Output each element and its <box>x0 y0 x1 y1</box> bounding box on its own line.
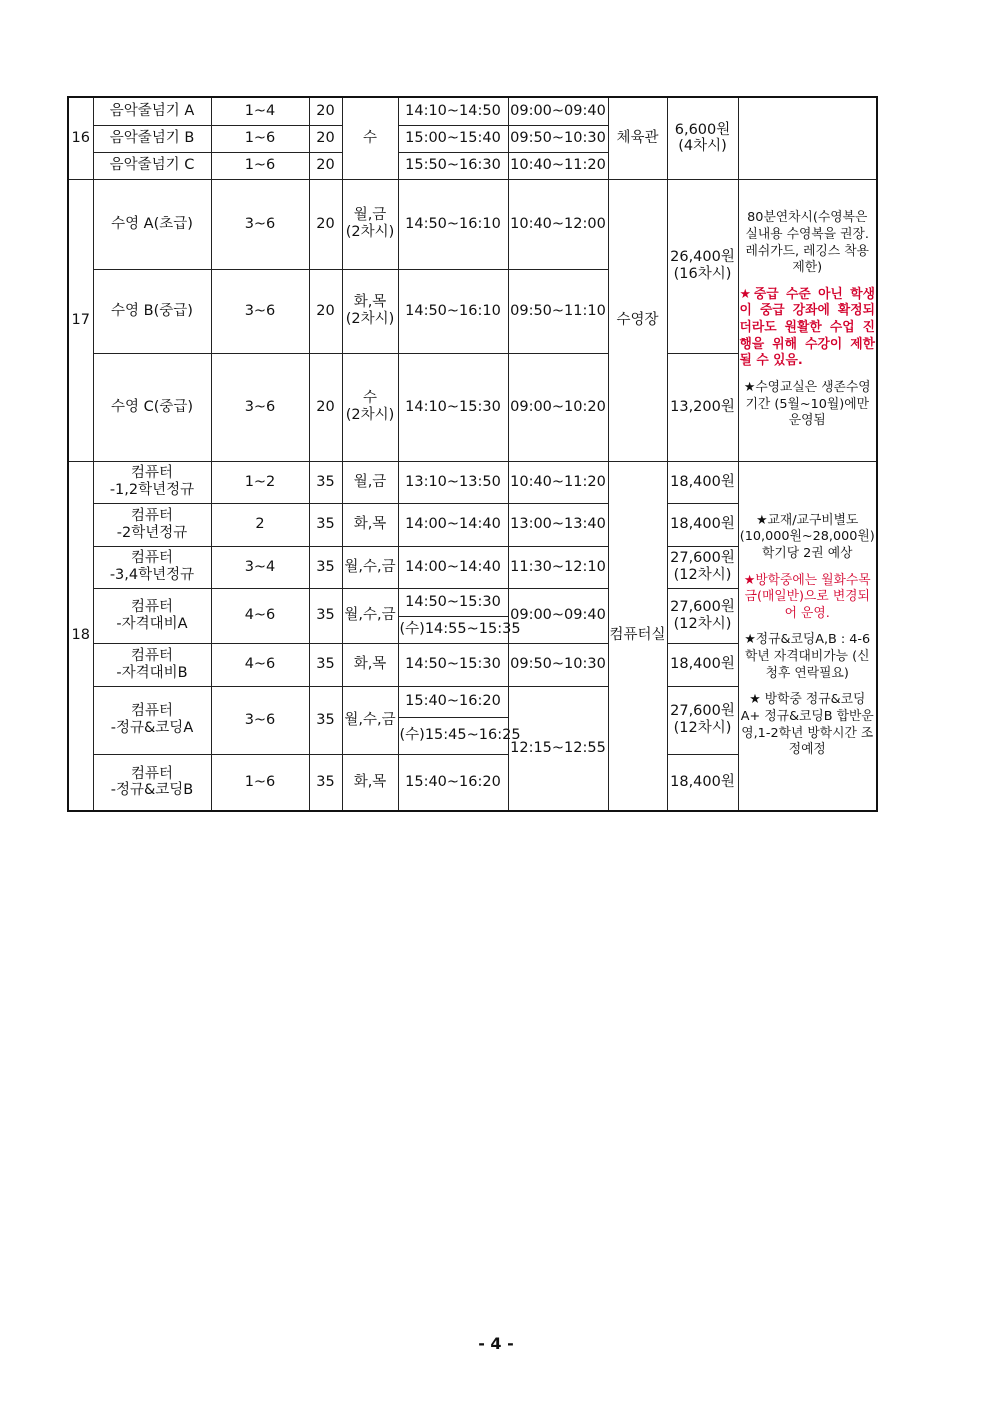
name-line: 컴퓨터 <box>130 550 174 567</box>
fee-sessions: (16차시) <box>673 266 732 282</box>
capacity: 35 <box>309 503 342 546</box>
class-time: 15:40~16:20 <box>398 754 508 811</box>
class-time: 14:50~16:10 <box>398 179 508 269</box>
alt-time: 09:50~10:30 <box>508 125 608 152</box>
program-name: 음악줄넘기 C <box>93 152 211 179</box>
fee: 13,200원 <box>667 353 738 461</box>
program-name <box>93 503 211 546</box>
grade-range: 3~6 <box>211 686 309 754</box>
class-day <box>342 269 398 353</box>
alt-time: 10:40~11:20 <box>508 152 608 179</box>
swim-note-period: ★수영교실은 생존수영기간 (5월~10월)에만 운영됨 <box>743 379 871 429</box>
day-text: 월,금 <box>353 207 387 224</box>
class-day: 화,목 <box>342 643 398 686</box>
name-line: 컴퓨터 <box>130 507 174 524</box>
grade-range: 3~4 <box>211 546 309 588</box>
swim-note-level: ★중급 수준 아닌 학생이 중급 강좌에 확정되더라도 원활한 수업 진행을 위해 수강이 제한될 수 있음. <box>739 286 875 369</box>
capacity: 35 <box>309 461 342 503</box>
class-day <box>342 179 398 269</box>
name-line: 컴퓨터 <box>130 703 174 720</box>
name-line: -3,4학년정규 <box>109 567 195 583</box>
capacity: 20 <box>309 179 342 269</box>
class-time: 14:50~15:30 <box>398 643 508 686</box>
computer-note-vacation: ★방학중에는 월화수목금(매일반)으로 변경되어 운영. <box>743 572 871 621</box>
table-row <box>68 179 877 269</box>
program-name: 수영 C(중급) <box>93 353 211 461</box>
fee: 18,400원 <box>667 643 738 686</box>
capacity: 20 <box>309 152 342 179</box>
computer-note-books: ★교재/교구비별도 (10,000원~28,000원) 학기당 2권 예상 <box>739 512 875 561</box>
class-day: 화,목 <box>342 503 398 546</box>
name-line: -2학년정규 <box>116 524 188 541</box>
grade-range: 1~4 <box>211 97 309 125</box>
program-number: 18 <box>68 461 93 811</box>
alt-time: 10:40~12:00 <box>508 179 608 269</box>
capacity: 35 <box>309 686 342 754</box>
fee: 18,400원 <box>667 754 738 811</box>
fee-sessions: (12차시) <box>673 567 732 583</box>
grade-range: 1~6 <box>211 754 309 811</box>
grade-range: 2 <box>211 503 309 546</box>
swim-note-suit: 80분연차시(수영복은 실내용 수영복을 권장. 레쉬가드, 레깅스 착용 제한) <box>745 210 869 276</box>
fee-amount: 6,600원 <box>674 121 731 138</box>
name-line: -1,2학년정규 <box>109 482 195 498</box>
alt-time: 09:50~11:10 <box>508 269 608 353</box>
day-sessions: (2차시) <box>345 407 395 423</box>
class-day: 화,목 <box>342 754 398 811</box>
program-name: 수영 B(중급) <box>93 269 211 353</box>
alt-time: 13:00~13:40 <box>508 503 608 546</box>
name-line: 컴퓨터 <box>130 465 174 482</box>
program-name <box>93 643 211 686</box>
alt-time: 09:00~09:40 <box>508 588 608 643</box>
program-name <box>93 686 211 754</box>
program-number: 17 <box>68 179 93 461</box>
class-time: 14:10~15:30 <box>398 353 508 461</box>
class-time-wednesday: (수)14:55~15:35 <box>398 616 508 643</box>
class-time: 15:00~15:40 <box>398 125 508 152</box>
capacity: 35 <box>309 643 342 686</box>
name-line: -자격대비A <box>116 615 188 632</box>
fee <box>667 686 738 754</box>
note-cell <box>738 179 877 461</box>
schedule-table <box>67 96 878 812</box>
class-day: 월,수,금 <box>342 588 398 643</box>
class-time: 14:50~15:30 <box>398 588 508 616</box>
fee-amount: 27,600원 <box>670 550 735 567</box>
name-line: -자격대비B <box>116 664 188 681</box>
class-day <box>342 353 398 461</box>
fee-sessions: (12차시) <box>673 720 732 736</box>
table-row <box>68 97 877 125</box>
class-day: 월,금 <box>342 461 398 503</box>
grade-range: 1~6 <box>211 152 309 179</box>
name-line: -정규&코딩A <box>110 720 194 736</box>
capacity: 20 <box>309 353 342 461</box>
capacity: 20 <box>309 269 342 353</box>
fee-amount: 27,600원 <box>670 703 735 720</box>
grade-range: 3~6 <box>211 179 309 269</box>
fee-amount: 27,600원 <box>670 598 735 615</box>
day-text: 화,목 <box>353 294 387 311</box>
program-name: 음악줄넘기 B <box>93 125 211 152</box>
computer-note-cert: ★정규&코딩A,B : 4-6학년 자격대비가능 (신청후 연락필요) <box>744 632 871 681</box>
fee-sessions: (12차시) <box>673 615 732 632</box>
class-time: 15:50~16:30 <box>398 152 508 179</box>
alt-time: 11:30~12:10 <box>508 546 608 588</box>
fee <box>667 97 738 179</box>
name-line: -정규&코딩B <box>110 782 194 799</box>
class-day: 월,수,금 <box>342 546 398 588</box>
capacity: 35 <box>309 588 342 643</box>
alt-time: 12:15~12:55 <box>508 686 608 811</box>
class-time: 13:10~13:50 <box>398 461 508 503</box>
alt-time: 09:00~09:40 <box>508 97 608 125</box>
class-day: 월,수,금 <box>342 686 398 754</box>
alt-time: 09:00~10:20 <box>508 353 608 461</box>
fee <box>667 546 738 588</box>
name-line: 컴퓨터 <box>130 765 174 782</box>
class-time: 14:10~14:50 <box>398 97 508 125</box>
fee: 18,400원 <box>667 461 738 503</box>
class-time: 14:00~14:40 <box>398 503 508 546</box>
fee-amount: 26,400원 <box>670 249 735 266</box>
grade-range: 4~6 <box>211 588 309 643</box>
grade-range: 3~6 <box>211 269 309 353</box>
program-number: 16 <box>68 97 93 179</box>
grade-range: 1~6 <box>211 125 309 152</box>
fee <box>667 179 738 353</box>
fee: 18,400원 <box>667 503 738 546</box>
place: 컴퓨터실 <box>608 461 667 811</box>
class-time: 14:00~14:40 <box>398 546 508 588</box>
grade-range: 4~6 <box>211 643 309 686</box>
note-cell <box>738 461 877 811</box>
alt-time: 09:50~10:30 <box>508 643 608 686</box>
program-name <box>93 461 211 503</box>
class-day: 수 <box>342 97 398 179</box>
day-sessions: (2차시) <box>345 311 395 327</box>
table-row <box>68 461 877 503</box>
page-number: - 4 - <box>478 1334 514 1353</box>
note-cell <box>738 97 877 179</box>
grade-range: 3~6 <box>211 353 309 461</box>
program-name: 수영 A(초급) <box>93 179 211 269</box>
place: 수영장 <box>608 179 667 461</box>
class-time: 15:40~16:20 <box>398 686 508 717</box>
program-name <box>93 588 211 643</box>
program-name <box>93 754 211 811</box>
name-line: 컴퓨터 <box>130 598 174 615</box>
fee-sessions: (4차시) <box>678 138 727 155</box>
alt-time: 10:40~11:20 <box>508 461 608 503</box>
capacity: 20 <box>309 125 342 152</box>
fee <box>667 588 738 643</box>
capacity: 35 <box>309 546 342 588</box>
place: 체육관 <box>608 97 667 179</box>
day-sessions: (2차시) <box>345 224 395 240</box>
capacity: 35 <box>309 754 342 811</box>
program-name <box>93 546 211 588</box>
grade-range: 1~2 <box>211 461 309 503</box>
class-time-wednesday: (수)15:45~16:25 <box>398 717 508 754</box>
program-name: 음악줄넘기 A <box>93 97 211 125</box>
name-line: 컴퓨터 <box>130 647 174 664</box>
computer-note-merge: ★ 방학중 정규&코딩A+ 정규&코딩B 합반운영,1-2학년 방학시간 조정예정 <box>740 692 874 758</box>
day-text: 수 <box>362 390 377 407</box>
capacity: 20 <box>309 97 342 125</box>
class-time: 14:50~16:10 <box>398 269 508 353</box>
